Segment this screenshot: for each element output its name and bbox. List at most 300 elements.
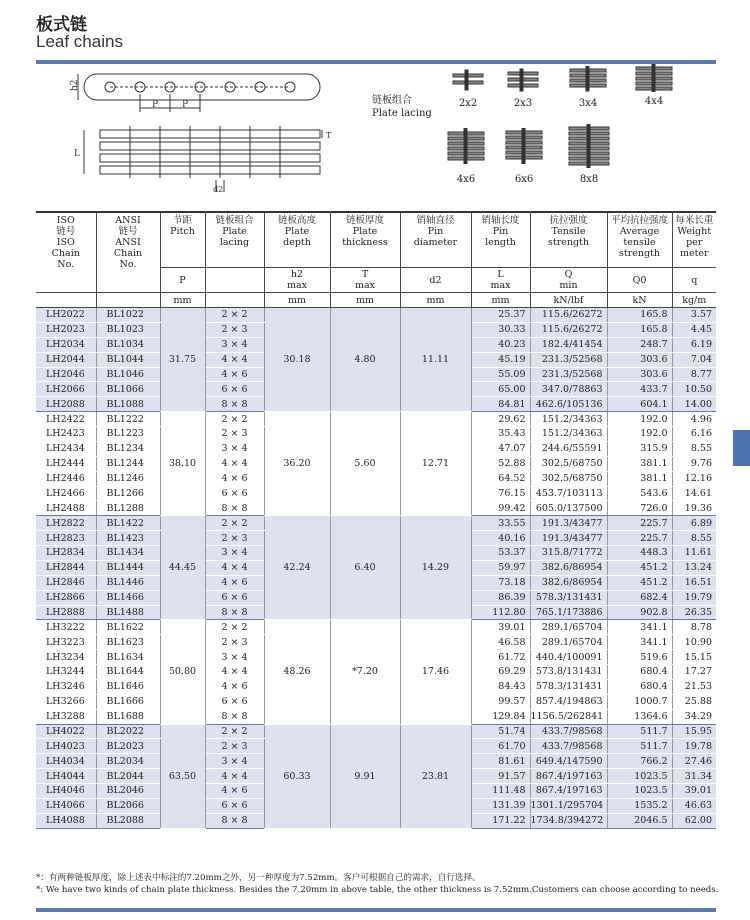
cell-weight: 16.51 xyxy=(672,575,716,590)
cell-avg-tensile: 192.0 xyxy=(607,427,672,442)
cell-length: 40.23 xyxy=(471,337,530,352)
cell-tensile: 191.3/43477 xyxy=(530,531,607,546)
cell-tensile: 289.1/65704 xyxy=(530,635,607,650)
cell-weight: 14.61 xyxy=(672,486,716,501)
cell-iso-no: LH2088 xyxy=(36,397,96,412)
lacing-4x6: 4x6 xyxy=(444,128,488,185)
cell-lacing: 2 × 3 xyxy=(205,531,264,546)
cell-iso-no: LH3234 xyxy=(36,650,96,665)
cell-avg-tensile: 192.0 xyxy=(607,412,672,427)
cell-avg-tensile: 225.7 xyxy=(607,516,672,531)
cell-lacing: 4 × 4 xyxy=(205,560,264,575)
cell-ansi-no: BL1266 xyxy=(96,486,160,501)
cell-iso-no: LH2423 xyxy=(36,427,96,442)
col-avg-tensile-header: 平均抗拉强度 Average tensile strength xyxy=(607,212,672,268)
lacing-8x8-icon xyxy=(567,124,611,168)
cell-weight: 11.61 xyxy=(672,546,716,561)
cell-avg-tensile: 248.7 xyxy=(607,337,672,352)
cell-lacing: 8 × 8 xyxy=(205,501,264,516)
cell-lacing: 2 × 3 xyxy=(205,427,264,442)
cell-iso-no: LH4046 xyxy=(36,784,96,799)
cell-weight: 26.35 xyxy=(672,605,716,620)
cell-weight: 10.90 xyxy=(672,635,716,650)
col-length-header: 销轴长度 Pin length xyxy=(471,212,530,268)
unit-diameter: mm xyxy=(400,293,471,308)
cell-avg-tensile: 902.8 xyxy=(607,605,672,620)
cell-weight: 13.24 xyxy=(672,560,716,575)
cell-weight: 14.00 xyxy=(672,397,716,412)
page-title-cn: 板式链 xyxy=(36,15,87,35)
cell-iso-no: LH2446 xyxy=(36,471,96,486)
cell-ansi-no: BL1023 xyxy=(96,322,160,337)
cell-length: 84.81 xyxy=(471,397,530,412)
cell-weight: 8.78 xyxy=(672,620,716,635)
cell-pitch: 50.80 xyxy=(160,620,205,724)
cell-ansi-no: BL1446 xyxy=(96,575,160,590)
cell-avg-tensile: 303.6 xyxy=(607,367,672,382)
cell-thickness: 4.80 xyxy=(330,308,400,412)
lacing-4x4-icon xyxy=(634,64,674,92)
table-row xyxy=(36,620,716,635)
cell-length: 99.42 xyxy=(471,501,530,516)
cell-length: 65.00 xyxy=(471,382,530,397)
cell-length: 53.37 xyxy=(471,546,530,561)
cell-length: 61.72 xyxy=(471,650,530,665)
cell-length: 61.70 xyxy=(471,739,530,754)
cell-iso-no: LH2834 xyxy=(36,546,96,561)
leaf-chain-spec-table xyxy=(36,212,716,829)
cell-tensile: 440.4/100091 xyxy=(530,650,607,665)
unit-weight: kg/m xyxy=(672,293,716,308)
cell-weight: 17.27 xyxy=(672,665,716,680)
cell-weight: 4.96 xyxy=(672,412,716,427)
cell-ansi-no: BL1646 xyxy=(96,679,160,694)
unit-ansi xyxy=(96,293,160,308)
cell-weight: 8.55 xyxy=(672,531,716,546)
cell-ansi-no: BL2023 xyxy=(96,739,160,754)
cell-weight: 19.79 xyxy=(672,590,716,605)
cell-lacing: 6 × 6 xyxy=(205,590,264,605)
cell-length: 64.52 xyxy=(471,471,530,486)
cell-tensile: 182.4/41454 xyxy=(530,337,607,352)
cell-tensile: 765.1/173886 xyxy=(530,605,607,620)
cell-weight: 34.29 xyxy=(672,709,716,724)
cell-weight: 8.77 xyxy=(672,367,716,382)
cell-avg-tensile: 680.4 xyxy=(607,679,672,694)
lacing-8x8: 8x8 xyxy=(566,124,612,185)
cell-weight: 6.89 xyxy=(672,516,716,531)
cell-weight: 25.88 xyxy=(672,694,716,709)
cell-avg-tensile: 519.6 xyxy=(607,650,672,665)
cell-weight: 31.34 xyxy=(672,769,716,784)
cell-ansi-no: BL1222 xyxy=(96,412,160,427)
cell-iso-no: LH3223 xyxy=(36,635,96,650)
cell-tensile: 231.3/52568 xyxy=(530,352,607,367)
l-label: L xyxy=(74,149,80,159)
cell-lacing: 2 × 2 xyxy=(205,412,264,427)
cell-iso-no: LH4034 xyxy=(36,754,96,769)
cell-lacing: 6 × 6 xyxy=(205,694,264,709)
cell-ansi-no: BL1422 xyxy=(96,516,160,531)
col-tensile-header: 抗拉强度 Tensile strength xyxy=(530,212,607,268)
plate-lacing-label-en: Plate lacing xyxy=(372,108,432,119)
cell-lacing: 3 × 4 xyxy=(205,441,264,456)
cell-length: 99.57 xyxy=(471,694,530,709)
col-depth-header: 链板高度 Plate depth xyxy=(264,212,330,268)
cell-length: 33.55 xyxy=(471,516,530,531)
cell-avg-tensile: 381.1 xyxy=(607,471,672,486)
cell-length: 73.18 xyxy=(471,575,530,590)
cell-ansi-no: BL1022 xyxy=(96,308,160,323)
cell-weight: 6.19 xyxy=(672,337,716,352)
cell-iso-no: LH3244 xyxy=(36,665,96,680)
cell-iso-no: LH2822 xyxy=(36,516,96,531)
cell-length: 39.01 xyxy=(471,620,530,635)
cell-ansi-no: BL1288 xyxy=(96,501,160,516)
cell-iso-no: LH2466 xyxy=(36,486,96,501)
cell-weight: 19.36 xyxy=(672,501,716,516)
cell-pitch: 44.45 xyxy=(160,516,205,620)
cell-avg-tensile: 341.1 xyxy=(607,635,672,650)
unit-depth: mm xyxy=(264,293,330,308)
cell-ansi-no: BL2088 xyxy=(96,813,160,828)
cell-lacing: 4 × 6 xyxy=(205,471,264,486)
cell-iso-no: LH3222 xyxy=(36,620,96,635)
lacing-2x2-icon xyxy=(451,68,485,92)
cell-ansi-no: BL1623 xyxy=(96,635,160,650)
cell-tensile: 857.4/194863 xyxy=(530,694,607,709)
sym-depth: h2 max xyxy=(264,268,330,293)
cell-tensile: 382.6/86954 xyxy=(530,575,607,590)
cell-length: 46.58 xyxy=(471,635,530,650)
cell-avg-tensile: 726.0 xyxy=(607,501,672,516)
plate-lacing-label-cn: 链板组合 xyxy=(372,95,412,106)
cell-tensile: 573.8/131431 xyxy=(530,665,607,680)
cell-iso-no: LH2444 xyxy=(36,456,96,471)
table-body xyxy=(36,308,716,829)
cell-avg-tensile: 448.3 xyxy=(607,546,672,561)
cell-weight: 9.76 xyxy=(672,456,716,471)
cell-avg-tensile: 433.7 xyxy=(607,382,672,397)
cell-ansi-no: BL1244 xyxy=(96,456,160,471)
chain-side-view xyxy=(78,74,320,112)
table-row xyxy=(36,308,716,323)
cell-weight: 15.95 xyxy=(672,724,716,739)
sym-tensile: Q min xyxy=(530,268,607,293)
cell-weight: 12.16 xyxy=(672,471,716,486)
bottom-rule xyxy=(36,908,716,912)
cell-iso-no: LH2823 xyxy=(36,531,96,546)
cell-lacing: 3 × 4 xyxy=(205,650,264,665)
cell-iso-no: LH3266 xyxy=(36,694,96,709)
cell-thickness: 9.91 xyxy=(330,724,400,828)
cell-lacing: 8 × 8 xyxy=(205,397,264,412)
lacing-6x6-icon xyxy=(504,128,544,164)
cell-avg-tensile: 766.2 xyxy=(607,754,672,769)
cell-avg-tensile: 451.2 xyxy=(607,560,672,575)
cell-iso-no: LH4044 xyxy=(36,769,96,784)
cell-tensile: 578.3/131431 xyxy=(530,679,607,694)
unit-avg: kN xyxy=(607,293,672,308)
cell-lacing: 8 × 8 xyxy=(205,605,264,620)
cell-ansi-no: BL1634 xyxy=(96,650,160,665)
cell-lacing: 3 × 4 xyxy=(205,337,264,352)
cell-iso-no: LH2046 xyxy=(36,367,96,382)
cell-ansi-no: BL1246 xyxy=(96,471,160,486)
lacing-2x2: 2x2 xyxy=(450,68,486,109)
plate-lacing-label xyxy=(372,94,432,120)
cell-iso-no: LH2866 xyxy=(36,590,96,605)
cell-lacing: 4 × 6 xyxy=(205,679,264,694)
cell-avg-tensile: 511.7 xyxy=(607,739,672,754)
col-pitch-header: 节距 Pitch xyxy=(160,212,205,268)
col-ansi-header: ANSI 链号 ANSI Chain No. xyxy=(96,212,160,293)
cell-ansi-no: BL1466 xyxy=(96,590,160,605)
cell-lacing: 6 × 6 xyxy=(205,382,264,397)
cell-length: 171.22 xyxy=(471,813,530,828)
cell-ansi-no: BL1088 xyxy=(96,397,160,412)
cell-iso-no: LH2023 xyxy=(36,322,96,337)
cell-avg-tensile: 381.1 xyxy=(607,456,672,471)
cell-depth: 48.26 xyxy=(264,620,330,724)
cell-lacing: 2 × 2 xyxy=(205,724,264,739)
cell-ansi-no: BL1046 xyxy=(96,367,160,382)
col-thickness-header: 链板厚度 Plate thickness xyxy=(330,212,400,268)
h2-label: h2 xyxy=(70,79,80,91)
cell-tensile: 315.8/71772 xyxy=(530,546,607,561)
unit-length: mm xyxy=(471,293,530,308)
lacing-2x3-icon xyxy=(506,68,540,92)
cell-ansi-no: BL1223 xyxy=(96,427,160,442)
cell-lacing: 4 × 4 xyxy=(205,352,264,367)
cell-ansi-no: BL2044 xyxy=(96,769,160,784)
cell-ansi-no: BL1666 xyxy=(96,694,160,709)
cell-length: 81.61 xyxy=(471,754,530,769)
sym-lacing xyxy=(205,268,264,293)
cell-ansi-no: BL1488 xyxy=(96,605,160,620)
cell-iso-no: LH2846 xyxy=(36,575,96,590)
cell-tensile: 302.5/68750 xyxy=(530,456,607,471)
cell-lacing: 3 × 4 xyxy=(205,754,264,769)
d2-label: d2 xyxy=(213,185,224,194)
cell-lacing: 2 × 2 xyxy=(205,516,264,531)
col-lacing-header: 链板组合 Plate lacing xyxy=(205,212,264,268)
cell-iso-no: LH2022 xyxy=(36,308,96,323)
cell-iso-no: LH3288 xyxy=(36,709,96,724)
cell-avg-tensile: 341.1 xyxy=(607,620,672,635)
col-diameter-header: 销轴直径 Pin diameter xyxy=(400,212,471,268)
sym-thickness: T max xyxy=(330,268,400,293)
cell-weight: 3.57 xyxy=(672,308,716,323)
cell-lacing: 2 × 2 xyxy=(205,308,264,323)
cell-lacing: 4 × 6 xyxy=(205,367,264,382)
cell-tensile: 453.7/103113 xyxy=(530,486,607,501)
cell-weight: 46.63 xyxy=(672,798,716,813)
sym-avg: Q0 xyxy=(607,268,672,293)
cell-lacing: 4 × 4 xyxy=(205,769,264,784)
table-row xyxy=(36,724,716,739)
cell-tensile: 115.6/26272 xyxy=(530,322,607,337)
cell-length: 30.33 xyxy=(471,322,530,337)
cell-iso-no: LH4022 xyxy=(36,724,96,739)
table-row xyxy=(36,516,716,531)
cell-length: 40.16 xyxy=(471,531,530,546)
cell-iso-no: LH4066 xyxy=(36,798,96,813)
cell-diameter: 23.81 xyxy=(400,724,471,828)
sym-diameter: d2 xyxy=(400,268,471,293)
cell-iso-no: LH2422 xyxy=(36,412,96,427)
cell-tensile: 289.1/65704 xyxy=(530,620,607,635)
lacing-3x4: 3x4 xyxy=(568,66,608,109)
cell-ansi-no: BL1434 xyxy=(96,546,160,561)
cell-lacing: 8 × 8 xyxy=(205,813,264,828)
cell-avg-tensile: 165.8 xyxy=(607,308,672,323)
cell-length: 129.84 xyxy=(471,709,530,724)
cell-weight: 10.50 xyxy=(672,382,716,397)
unit-iso xyxy=(36,293,96,308)
cell-diameter: 11.11 xyxy=(400,308,471,412)
lacing-4x6-icon xyxy=(446,128,486,164)
cell-tensile: 578.3/131431 xyxy=(530,590,607,605)
cell-tensile: 1156.5/262841 xyxy=(530,709,607,724)
cell-pitch: 38.10 xyxy=(160,412,205,516)
cell-avg-tensile: 315.9 xyxy=(607,441,672,456)
cell-avg-tensile: 165.8 xyxy=(607,322,672,337)
table-row xyxy=(36,412,716,427)
top-rule xyxy=(36,60,716,64)
cell-depth: 36.20 xyxy=(264,412,330,516)
cell-avg-tensile: 1023.5 xyxy=(607,769,672,784)
p-label-2: P xyxy=(182,100,189,110)
cell-tensile: 347.0/78863 xyxy=(530,382,607,397)
cell-tensile: 433.7/98568 xyxy=(530,739,607,754)
col-iso-header: ISO 链号 ISO Chain No. xyxy=(36,212,96,293)
cell-ansi-no: BL1644 xyxy=(96,665,160,680)
cell-iso-no: LH2888 xyxy=(36,605,96,620)
cell-lacing: 2 × 3 xyxy=(205,739,264,754)
chain-top-view xyxy=(84,126,322,192)
cell-weight: 39.01 xyxy=(672,784,716,799)
cell-ansi-no: BL1034 xyxy=(96,337,160,352)
cell-ansi-no: BL2066 xyxy=(96,798,160,813)
cell-lacing: 2 × 2 xyxy=(205,620,264,635)
cell-avg-tensile: 303.6 xyxy=(607,352,672,367)
cell-lacing: 4 × 6 xyxy=(205,575,264,590)
cell-lacing: 2 × 3 xyxy=(205,635,264,650)
cell-avg-tensile: 1023.5 xyxy=(607,784,672,799)
sym-length: L max xyxy=(471,268,530,293)
sym-pitch: P xyxy=(160,268,205,293)
cell-diameter: 12.71 xyxy=(400,412,471,516)
cell-ansi-no: BL1622 xyxy=(96,620,160,635)
cell-avg-tensile: 1000.7 xyxy=(607,694,672,709)
cell-length: 84.43 xyxy=(471,679,530,694)
cell-lacing: 8 × 8 xyxy=(205,709,264,724)
cell-avg-tensile: 604.1 xyxy=(607,397,672,412)
page-title-en: Leaf chains xyxy=(36,32,123,51)
cell-ansi-no: BL2034 xyxy=(96,754,160,769)
cell-ansi-no: BL1066 xyxy=(96,382,160,397)
cell-length: 91.57 xyxy=(471,769,530,784)
cell-avg-tensile: 680.4 xyxy=(607,665,672,680)
cell-avg-tensile: 2046.5 xyxy=(607,813,672,828)
cell-iso-no: LH2034 xyxy=(36,337,96,352)
cell-ansi-no: BL1234 xyxy=(96,441,160,456)
cell-lacing: 4 × 4 xyxy=(205,456,264,471)
cell-tensile: 1734.8/394272 xyxy=(530,813,607,828)
cell-ansi-no: BL1044 xyxy=(96,352,160,367)
cell-length: 131.39 xyxy=(471,798,530,813)
sym-weight: q xyxy=(672,268,716,293)
cell-lacing: 6 × 6 xyxy=(205,798,264,813)
cell-weight: 8.55 xyxy=(672,441,716,456)
cell-lacing: 4 × 4 xyxy=(205,665,264,680)
cell-iso-no: LH2434 xyxy=(36,441,96,456)
cell-ansi-no: BL1688 xyxy=(96,709,160,724)
unit-tensile: kN/lbf xyxy=(530,293,607,308)
cell-weight: 27.46 xyxy=(672,754,716,769)
unit-lacing xyxy=(205,293,264,308)
cell-avg-tensile: 543.6 xyxy=(607,486,672,501)
cell-weight: 7.04 xyxy=(672,352,716,367)
cell-weight: 4.45 xyxy=(672,322,716,337)
cell-tensile: 605.0/137500 xyxy=(530,501,607,516)
cell-pitch: 63.50 xyxy=(160,724,205,828)
cell-depth: 60.33 xyxy=(264,724,330,828)
cell-avg-tensile: 682.4 xyxy=(607,590,672,605)
cell-iso-no: LH2066 xyxy=(36,382,96,397)
cell-weight: 62.00 xyxy=(672,813,716,828)
col-weight-header: 每米长重 Weight per meter xyxy=(672,212,716,268)
cell-diameter: 14.29 xyxy=(400,516,471,620)
chain-diagram xyxy=(70,68,340,198)
cell-tensile: 867.4/197163 xyxy=(530,769,607,784)
cell-ansi-no: BL1444 xyxy=(96,560,160,575)
cell-length: 47.07 xyxy=(471,441,530,456)
cell-length: 59.97 xyxy=(471,560,530,575)
unit-thickness: mm xyxy=(330,293,400,308)
cell-length: 25.37 xyxy=(471,308,530,323)
cell-ansi-no: BL2022 xyxy=(96,724,160,739)
cell-ansi-no: BL2046 xyxy=(96,784,160,799)
cell-lacing: 4 × 6 xyxy=(205,784,264,799)
cell-tensile: 462.6/105136 xyxy=(530,397,607,412)
footnotes xyxy=(36,872,718,896)
cell-weight: 21.53 xyxy=(672,679,716,694)
cell-tensile: 867.4/197163 xyxy=(530,784,607,799)
cell-lacing: 2 × 3 xyxy=(205,322,264,337)
t-label: T xyxy=(326,131,332,140)
cell-length: 112.80 xyxy=(471,605,530,620)
cell-iso-no: LH3246 xyxy=(36,679,96,694)
cell-depth: 30.18 xyxy=(264,308,330,412)
cell-tensile: 151.2/34363 xyxy=(530,412,607,427)
cell-length: 51.74 xyxy=(471,724,530,739)
cell-tensile: 151.2/34363 xyxy=(530,427,607,442)
cell-avg-tensile: 451.2 xyxy=(607,575,672,590)
cell-depth: 42.24 xyxy=(264,516,330,620)
cell-avg-tensile: 511.7 xyxy=(607,724,672,739)
cell-length: 69.29 xyxy=(471,665,530,680)
cell-length: 35.43 xyxy=(471,427,530,442)
cell-weight: 15.15 xyxy=(672,650,716,665)
cell-lacing: 6 × 6 xyxy=(205,486,264,501)
cell-iso-no: LH4088 xyxy=(36,813,96,828)
p-label-1: P xyxy=(152,100,159,110)
side-tab xyxy=(733,430,750,466)
cell-tensile: 191.3/43477 xyxy=(530,516,607,531)
cell-lacing: 3 × 4 xyxy=(205,546,264,561)
